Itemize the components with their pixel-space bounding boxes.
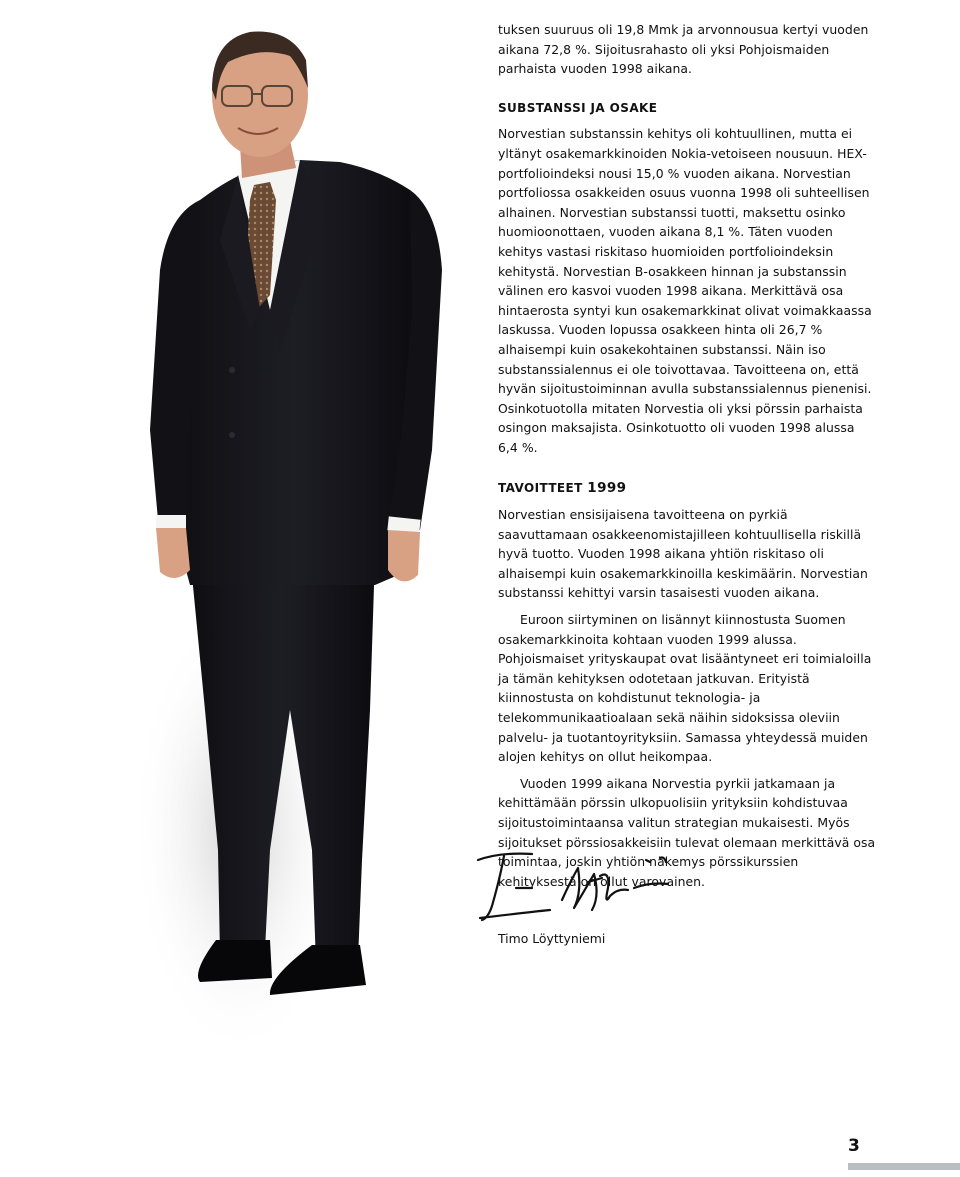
left-hand	[156, 528, 190, 578]
tavoitteet-paragraph-1: Norvestian ensisijaisena tavoitteena on pyrkiä saavuttamaan osakkeenomistajilleen kohtuullisella riskillä hyvä tuotto. Vuoden 1998 aikana yhtiön riskitaso oli alhaisempi kuin osakemarkkinoilla keskimäärin. Norvestian substanssi kehittyi varsin tasaisesti vuoden aikana.	[498, 507, 868, 601]
article-body	[498, 20, 878, 891]
tavoitteet-paragraph-2: Euroon siirtyminen on lisännyt kiinnostusta Suomen osakemarkkinoita kohtaan vuoden 1999 alussa. Pohjoismaiset yrityskaupat ovat lisääntyneet eri toimialoilla ja tämän kehityksen odotetaan jatkuvan. Erityistä kiinnostusta on kohdistunut teknologia- ja telekommunikaatioalaan sekä näihin sidoksissa oleviin palvelu- ja tuotantoyrityksiin. Samassa yhteydessä muiden alojen kehitys on ollut heikompaa.	[498, 612, 872, 765]
jacket-button	[229, 367, 235, 373]
signer-name: Timo Löyttyniemi	[498, 931, 606, 946]
heading-year: 1999	[587, 480, 627, 497]
intro-paragraph: tuksen suuruus oli 19,8 Mmk ja arvonnousua kertyi vuoden aikana 72,8 %. Sijoitusrahasto oli yksi Pohjoismaiden parhaista vuoden 1998 aikana.	[498, 22, 869, 77]
tavoitteet-paragraph-3: Vuoden 1999 aikana Norvestia pyrkii jatkamaan ja kehittämään pörssin ulkopuolisiin yrityksiin kohdistuvaa sijoitustoimintaansa valitun strategian mukaisesti. Myös sijoitukset pörssiosakkeisiin tulevat olemaan merkittävä osa toimintaa, joskin yhtiön näkemys pörssikurssien kehityksestä on ollut varovainen.	[498, 775, 876, 889]
page-number-bar	[848, 1163, 960, 1170]
section-heading-tavoitteet	[498, 479, 878, 499]
page-number: 3	[848, 1136, 860, 1156]
jacket-button	[229, 432, 235, 438]
heading-text: TAVOITTEET	[498, 481, 583, 496]
signature	[470, 848, 680, 928]
substanssi-paragraph: Norvestian substanssin kehitys oli kohtuullinen, mutta ei yltänyt osakemarkkinoiden Nokia-vetoiseen nousuun. HEX-portfolioindeksi nousi 15,0 % vuoden aikana. Norvestian portfoliossa osakkeiden osuus vuonna 1998 oli suhteellisen alhainen. Norvestian substanssi tuotti, maksettu osinko huomioonottaen, vuoden aikana 8,1 %. Täten vuoden kehitys vastasi riskitaso huomioiden portfolioindeksin kehitystä. Norvestian B-osakkeen hinnan ja substanssin välinen ero kasvoi vuoden 1998 aikana. Merkittävä osa hintaerosta syntyi kun osakemarkkinat olivat voimakkaassa laskussa. Vuoden lopussa osakkeen hinta oli 26,7 % alhaisempi kuin osakekohtainen substanssi. Näin iso substanssialennus ei ole toivottavaa. Tavoitteena on, että hyvän sijoitustoiminnan avulla substanssialennus pienenisi. Osinkotuotolla mitaten Norvestia oli yksi pörssin parhaista osingon maksajista. Osinkotuotto oli vuoden 1998 alussa 6,4 %.	[498, 126, 872, 455]
left-cuff	[156, 515, 186, 529]
right-hand	[388, 530, 420, 581]
section-heading-substanssi: SUBSTANSSI JA OSAKE	[498, 100, 658, 115]
executive-photo	[120, 10, 500, 1050]
